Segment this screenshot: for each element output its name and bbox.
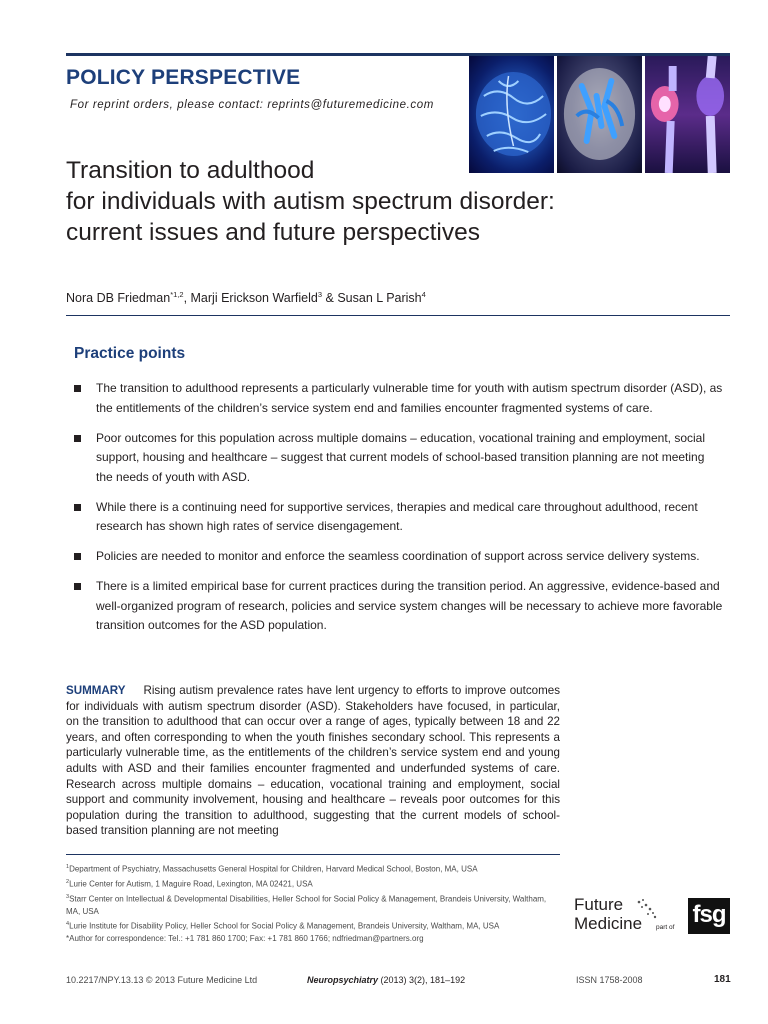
author-rule <box>66 315 730 316</box>
publisher-logo <box>574 895 734 941</box>
bullet-icon <box>74 504 81 511</box>
citation-detail: (2013) 3(2), 181–192 <box>378 975 466 985</box>
footnote <box>66 918 562 933</box>
list-item <box>74 498 724 537</box>
footnote-marker: 1 <box>66 864 70 870</box>
list-item <box>74 379 724 418</box>
author-affiliation: 4 <box>421 290 426 299</box>
section-label: POLICY PERSPECTIVE <box>66 66 301 89</box>
author-name: Susan L Parish <box>337 291 422 306</box>
journal-citation <box>307 975 465 985</box>
footnote-text: Lurie Institute for Disability Policy, Heller School for Social Policy & Management, Brandeis University, Waltham, MA, USA <box>69 921 500 931</box>
title-line: Transition to adulthood <box>66 157 315 184</box>
author-list <box>66 290 426 305</box>
footnote <box>66 891 562 918</box>
footnote-text: Lurie Center for Autism, 1 Maguire Road, Lexington, MA 02421, USA <box>69 879 313 889</box>
bullet-icon <box>74 553 81 560</box>
dots-icon <box>636 897 658 919</box>
article-title <box>66 155 666 248</box>
future-medicine-wordmark <box>574 895 642 933</box>
part-of-label: part of <box>656 924 675 931</box>
fsg-logo: fsg <box>688 898 730 934</box>
list-item-text: Policies are needed to monitor and enforce the seamless coordination of support across service delivery systems. <box>96 549 700 563</box>
footnote-rule <box>66 854 560 855</box>
title-line: for individuals with autism spectrum disorder: <box>66 188 555 215</box>
list-item-text: Poor outcomes for this population across multiple domains – education, vocational training and employment, social support, housing and healthcare – suggest that current models of school-based transition planning are not meeting the needs of youth with ASD. <box>96 430 705 484</box>
footnote-text: Department of Psychiatry, Massachusetts General Hospital for Children, Harvard Medical School, Boston, MA, USA <box>69 864 478 874</box>
list-item-text: The transition to adulthood represents a particularly vulnerable time for youth with autism spectrum disorder (ASD), as the entitlements of the children’s service system end and families encounter fragmented systems of care. <box>96 381 723 415</box>
footnote-text: Starr Center on Intellectual & Developmental Disabilities, Heller School for Social Policy & Management, Brandeis University, Waltham, MA, USA <box>66 894 547 916</box>
summary-paragraph <box>66 683 560 839</box>
footnote-marker: 3 <box>66 893 70 900</box>
author-separator: , <box>183 291 191 306</box>
footnote <box>66 876 562 891</box>
bullet-icon <box>74 583 81 590</box>
journal-name: Neuropsychiatry <box>307 975 379 985</box>
author-affiliation: 3 <box>317 290 323 299</box>
list-item <box>74 547 724 567</box>
bullet-icon <box>74 435 81 442</box>
list-item <box>74 577 724 636</box>
list-item <box>74 429 724 488</box>
author-name: Nora DB Friedman <box>66 291 171 306</box>
page-number: 181 <box>714 974 731 985</box>
author-name: Marji Erickson Warfield <box>190 291 318 306</box>
summary-label: SUMMARY <box>66 684 126 697</box>
reprint-contact: For reprint orders, please contact: reprints@futuremedicine.com <box>70 99 434 111</box>
list-item-text: While there is a continuing need for supportive services, therapies and medical care throughout adulthood, recent research has shown high rates of service disengagement. <box>96 499 698 533</box>
author-separator: & <box>322 291 338 306</box>
footnote <box>66 933 562 945</box>
practice-points-heading: Practice points <box>74 345 186 362</box>
footnote-marker: 4 <box>66 921 70 928</box>
issn: ISSN 1758-2008 <box>576 975 643 985</box>
footnote <box>66 861 562 876</box>
logo-line: Medicine <box>574 914 643 933</box>
affiliations <box>66 861 562 945</box>
footnote-marker: 2 <box>66 878 70 885</box>
author-affiliation: *1,2 <box>170 290 184 299</box>
summary-text: Rising autism prevalence rates have lent urgency to efforts to improve outcomes for individuals with autism spectrum disorder (ASD). Stakeholders have focused, in particular, on the transition to adulthood that can occur over a range of ages, typically between 18 and 22 years, and often corresponding to when the youth finishes secondary school. This represents a particularly vulnerable time, as the entitlements of the children’s service system end and young adults with ASD and their families encounter fragmented and underfunded systems of care. Research across multiple domains – education, vocational training and employment, social support and community involvement, housing and healthcare – reveals poor outcomes for this population during the transition to adulthood, suggesting that the current models of school-based transition planning are not meeting <box>66 684 560 838</box>
footnote-text: *Author for correspondence: Tel.: +1 781 860 1700; Fax: +1 781 860 1766; ndfriedman@partners.org <box>66 934 424 944</box>
bullet-icon <box>74 385 81 392</box>
practice-points-list <box>74 379 724 646</box>
title-line: current issues and future perspectives <box>66 219 480 246</box>
doi-copyright: 10.2217/NPY.13.13 © 2013 Future Medicine Ltd <box>66 975 258 985</box>
list-item-text: There is a limited empirical base for current practices during the transition period. An aggressive, evidence-based and well-organized program of research, policies and service system changes will be necessary to achieve more favorable transition outcomes for the ASD population. <box>96 579 723 632</box>
logo-line: Future <box>574 895 624 914</box>
